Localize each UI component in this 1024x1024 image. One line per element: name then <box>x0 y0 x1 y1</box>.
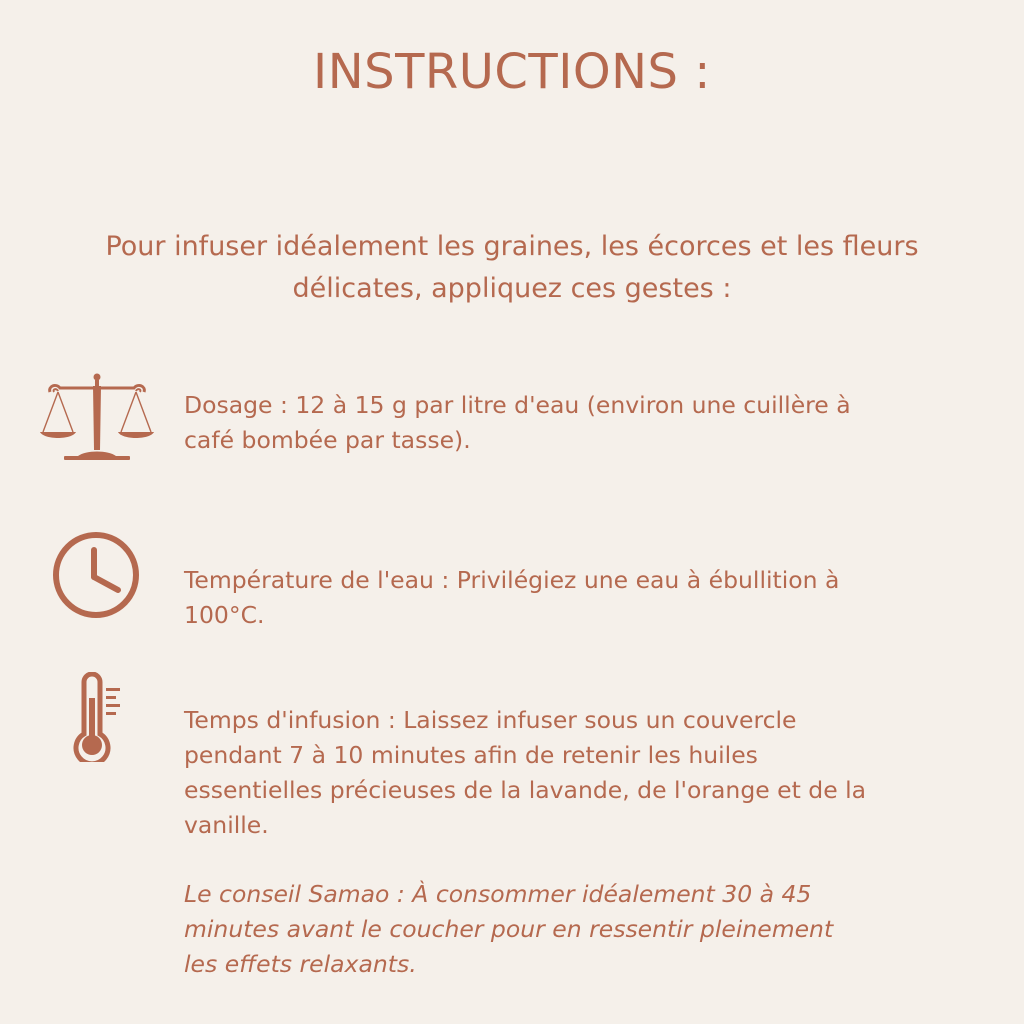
step-line: essentielles précieuses de la lavande, de l'orange et de la <box>184 776 867 804</box>
thermometer-icon <box>66 672 124 762</box>
tip-line: Le conseil Samao : À consommer idéalement 30 à 45 <box>184 880 812 908</box>
step-temperature <box>184 563 1004 633</box>
step-dosage <box>184 388 1004 458</box>
step-line: Dosage : 12 à 15 g par litre d'eau (environ une cuillère à <box>184 391 851 419</box>
intro-text <box>0 226 1024 310</box>
clock-icon <box>50 530 142 620</box>
step-line: vanille. <box>184 811 269 839</box>
page-title: INSTRUCTIONS : <box>313 44 711 100</box>
step-line: pendant 7 à 10 minutes afin de retenir les huiles <box>184 741 758 769</box>
step-line: Temps d'infusion : Laissez infuser sous un couvercle <box>184 706 797 734</box>
intro-line: délicates, appliquez ces gestes : <box>292 273 732 304</box>
tip-line: minutes avant le coucher pour en ressentir pleinement <box>184 915 834 943</box>
step-line: 100°C. <box>184 601 265 629</box>
step-line: Température de l'eau : Privilégiez une eau à ébullition à <box>184 566 840 594</box>
scale-icon <box>38 370 156 464</box>
samao-tip <box>184 877 1004 982</box>
step-infusion <box>184 703 1004 843</box>
intro-line: Pour infuser idéalement les graines, les écorces et les fleurs <box>105 231 919 262</box>
step-line: café bombée par tasse). <box>184 426 471 454</box>
tip-line: les effets relaxants. <box>184 950 417 978</box>
